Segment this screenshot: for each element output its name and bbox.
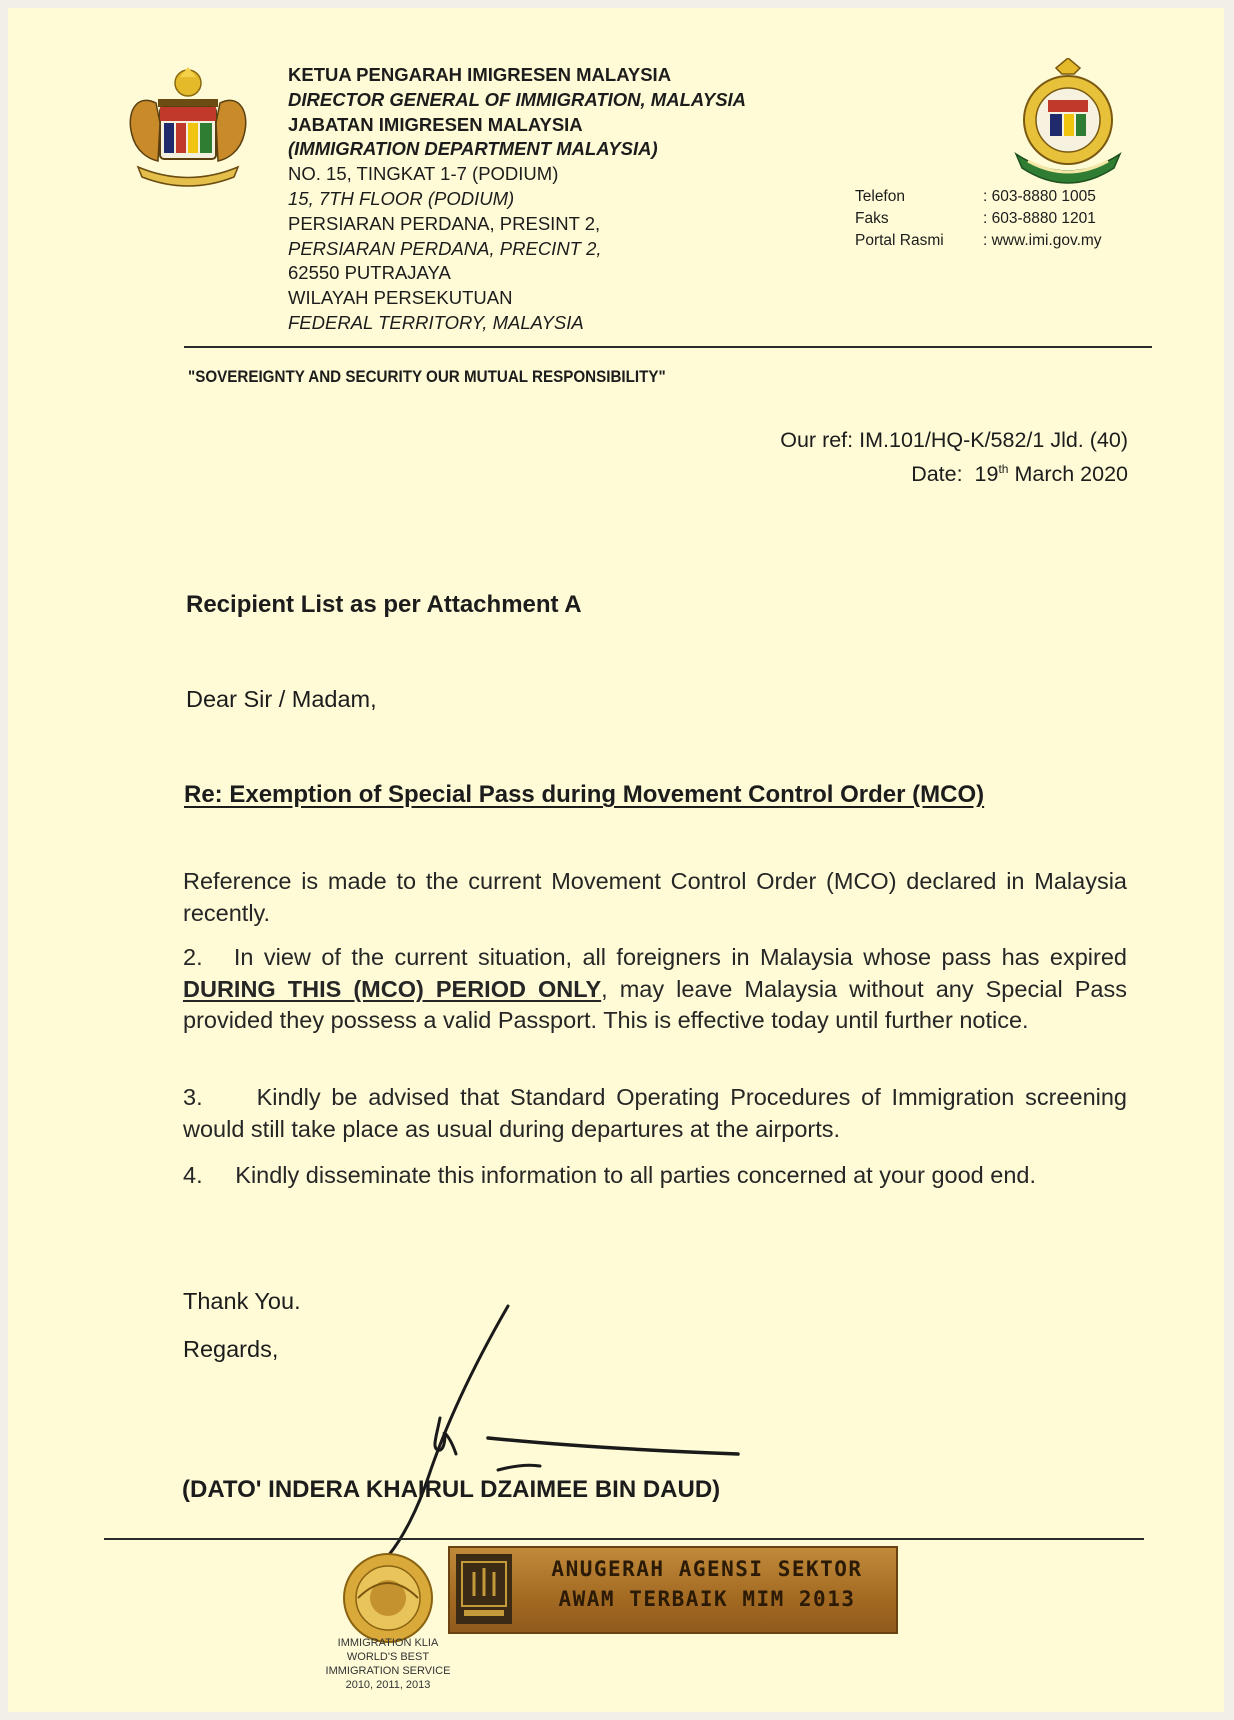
- contact-label: Faks: [855, 210, 889, 227]
- signatory-name: (DATO' INDERA KHAIRUL DZAIMEE BIN DAUD): [182, 1476, 721, 1503]
- header-line-1: KETUA PENGARAH IMIGRESEN MALAYSIA: [288, 64, 672, 85]
- ref-label: Our ref:: [780, 428, 854, 452]
- fax-value: : 603-8880 1201: [983, 210, 1096, 227]
- paragraph-2-number: 2.: [183, 944, 203, 970]
- contact-row-phone: [855, 186, 1102, 208]
- header-line-9: 62550 PUTRAJAYA: [288, 262, 451, 284]
- paragraph-4-number: 4.: [183, 1162, 203, 1188]
- paragraph-2: [183, 942, 1127, 1037]
- date-rest: March 2020: [1014, 462, 1128, 487]
- paragraph-2-text-a: In view of the current situation, all foreigners in Malaysia whose pass has expired: [233, 944, 1127, 970]
- caption-line: WORLD'S BEST: [346, 1651, 430, 1663]
- header-line-5: NO. 15, TINGKAT 1-7 (PODIUM): [288, 163, 559, 185]
- award-banner: [448, 1546, 898, 1634]
- award-line-1: ANUGERAH AGENSI SEKTOR: [551, 1557, 863, 1581]
- award-title: [522, 1554, 892, 1614]
- paragraph-4-text: Kindly disseminate this information to all parties concerned at your good end.: [235, 1162, 1037, 1188]
- header-line-2: DIRECTOR GENERAL OF IMMIGRATION, MALAYSIA: [288, 88, 747, 110]
- award-medal-icon: [338, 1548, 438, 1648]
- contact-block: [855, 186, 1102, 252]
- header-line-6: 15, 7TH FLOOR (PODIUM): [288, 187, 515, 209]
- date-suffix: th: [998, 462, 1009, 476]
- ref-value: IM.101/HQ-K/582/1 Jld. (40): [859, 428, 1128, 452]
- closing-regards: Regards,: [183, 1336, 279, 1362]
- paragraph-2-text-b: , may leave Malaysia without any Special Pass provided they possess a valid Passport. This is effective today until further notice.: [183, 975, 1128, 1033]
- recipient-line: Recipient List as per Attachment A: [186, 591, 582, 618]
- letterhead-address: [288, 63, 746, 336]
- coat-of-arms-icon: [108, 63, 268, 188]
- paragraph-3-number: 3.: [183, 1084, 203, 1110]
- contact-row-fax: [855, 208, 1102, 230]
- header-line-7: PERSIARAN PERDANA, PRESINT 2,: [288, 212, 601, 234]
- header-line-4: (IMMIGRATION DEPARTMENT MALAYSIA): [288, 138, 658, 160]
- contact-label: Portal Rasmi: [855, 232, 944, 249]
- caption-line: IMMIGRATION SERVICE: [325, 1665, 451, 1677]
- signature-icon: [328, 1298, 748, 1558]
- award-logo-icon: [456, 1554, 512, 1624]
- header-line-10: WILAYAH PERSEKUTUAN: [288, 287, 513, 309]
- paragraph-3-text: Kindly be advised that Standard Operating Procedures of Immigration screening would still take place as usual during departures at the airports.: [183, 1084, 1127, 1142]
- subject-line: Re: Exemption of Special Pass during Movement Control Order (MCO): [184, 781, 985, 808]
- contact-row-portal: [855, 230, 1102, 252]
- reference-block: [708, 426, 1128, 489]
- header-line-11: FEDERAL TERRITORY, MALAYSIA: [288, 311, 584, 333]
- date-label: Date:: [911, 462, 963, 487]
- header-line-8: PERSIARAN PERDANA, PRECINT 2,: [288, 237, 602, 259]
- award-line-2: AWAM TERBAIK MIM 2013: [558, 1587, 856, 1611]
- paragraph-1: Reference is made to the current Movement Control Order (MCO) declared in Malaysia recently.: [183, 868, 1127, 926]
- caption-line: 2010, 2011, 2013: [345, 1679, 431, 1691]
- paragraph-3: [183, 1082, 1127, 1145]
- motto: "SOVEREIGNTY AND SECURITY OUR MUTUAL RESPONSIBILITY": [188, 368, 666, 386]
- immigration-emblem-icon: [1008, 58, 1128, 188]
- phone-value: : 603-8880 1005: [983, 188, 1096, 205]
- date-line: [708, 455, 1128, 489]
- paragraph-4: [183, 1160, 1127, 1192]
- header-divider: [184, 346, 1152, 348]
- contact-label: Telefon: [855, 188, 905, 205]
- reference-line: [708, 426, 1128, 455]
- award-logo-mark: [456, 1554, 512, 1624]
- portal-value: : www.imi.gov.my: [983, 232, 1102, 249]
- date-day: 19: [974, 462, 999, 487]
- footer-divider: [104, 1538, 1144, 1540]
- salutation: Dear Sir / Madam,: [186, 686, 377, 712]
- closing-thanks: Thank You.: [183, 1288, 301, 1314]
- caption-line: IMMIGRATION KLIA: [337, 1637, 439, 1649]
- header-line-3: JABATAN IMIGRESEN MALAYSIA: [288, 113, 583, 135]
- award-caption: [283, 1636, 493, 1692]
- letter-page: [8, 8, 1224, 1712]
- paragraph-2-emphasis: DURING THIS (MCO) PERIOD ONLY: [183, 975, 602, 1002]
